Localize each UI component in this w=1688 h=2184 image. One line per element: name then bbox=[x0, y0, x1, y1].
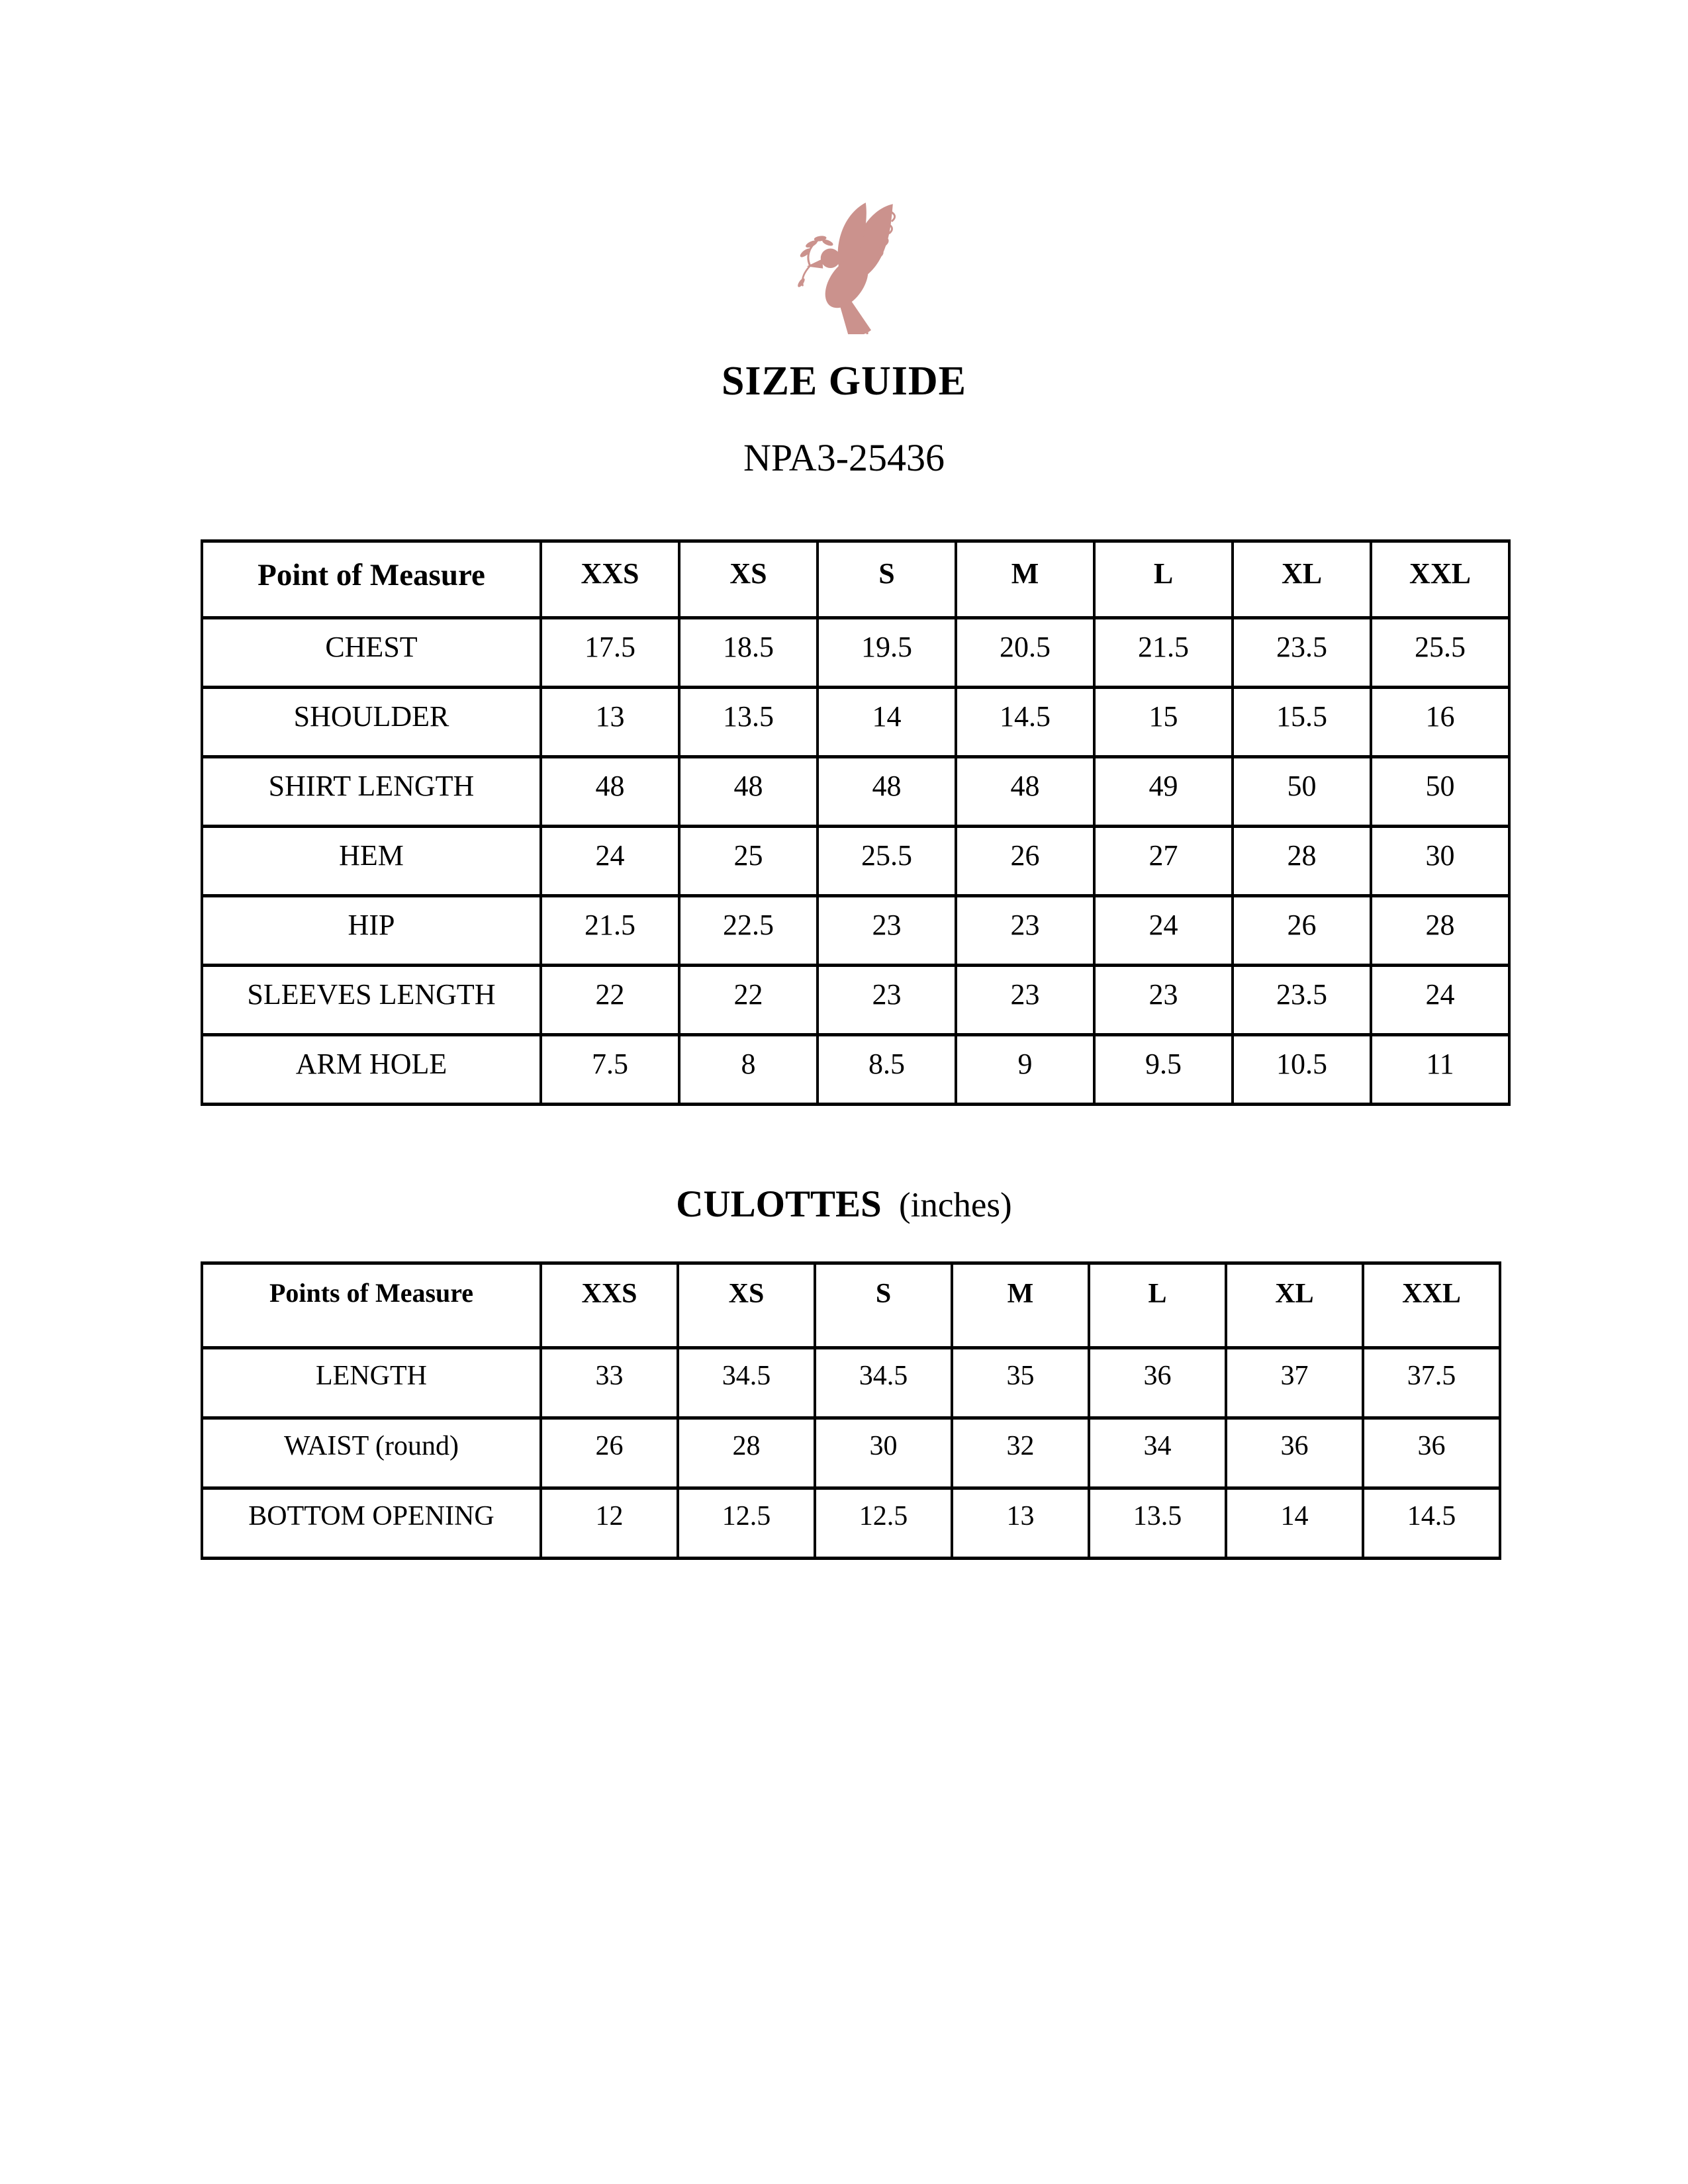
measure-value: 23 bbox=[818, 896, 956, 966]
shirt-size-table-container bbox=[201, 539, 1688, 1106]
table-row bbox=[202, 1488, 1500, 1559]
measurement-table bbox=[201, 1261, 1501, 1560]
size-column-header: XXS bbox=[541, 541, 679, 618]
table-row bbox=[202, 896, 1509, 966]
measure-value: 21.5 bbox=[1094, 618, 1233, 688]
size-column-header: XXS bbox=[541, 1263, 678, 1348]
measure-value: 23 bbox=[956, 966, 1094, 1035]
measure-value: 26 bbox=[1233, 896, 1371, 966]
dove-silhouette bbox=[807, 203, 893, 334]
measure-value: 19.5 bbox=[818, 618, 956, 688]
measure-value: 12.5 bbox=[815, 1488, 952, 1559]
size-column-header: XXL bbox=[1363, 1263, 1500, 1348]
measure-value: 48 bbox=[541, 757, 679, 827]
size-column-header: XS bbox=[678, 1263, 815, 1348]
measure-value: 7.5 bbox=[541, 1035, 679, 1105]
measure-value: 23 bbox=[1094, 966, 1233, 1035]
measure-label: SLEEVES LENGTH bbox=[202, 966, 541, 1035]
measure-value: 14 bbox=[818, 688, 956, 757]
measure-value: 48 bbox=[679, 757, 818, 827]
table-row bbox=[202, 757, 1509, 827]
measure-value: 16 bbox=[1371, 688, 1509, 757]
measure-value: 36 bbox=[1226, 1418, 1363, 1488]
measure-value: 25.5 bbox=[1371, 618, 1509, 688]
header-row bbox=[202, 1263, 1500, 1348]
measure-value: 22.5 bbox=[679, 896, 818, 966]
measure-value: 26 bbox=[541, 1418, 678, 1488]
measure-value: 15.5 bbox=[1233, 688, 1371, 757]
size-column-header: M bbox=[956, 541, 1094, 618]
measure-value: 8.5 bbox=[818, 1035, 956, 1105]
table-row bbox=[202, 1418, 1500, 1488]
measure-value: 25 bbox=[679, 827, 818, 896]
measure-value: 28 bbox=[678, 1418, 815, 1488]
measure-value: 13 bbox=[541, 688, 679, 757]
measure-value: 8 bbox=[679, 1035, 818, 1105]
measure-value: 14 bbox=[1226, 1488, 1363, 1559]
style-code: NPA3-25436 bbox=[743, 436, 945, 479]
measure-value: 28 bbox=[1233, 827, 1371, 896]
measure-value: 13 bbox=[952, 1488, 1089, 1559]
measure-value: 23 bbox=[818, 966, 956, 1035]
table-row bbox=[202, 966, 1509, 1035]
measure-value: 21.5 bbox=[541, 896, 679, 966]
table-row bbox=[202, 618, 1509, 688]
measure-label: ARM HOLE bbox=[202, 1035, 541, 1105]
measure-label: SHOULDER bbox=[202, 688, 541, 757]
measure-value: 30 bbox=[815, 1418, 952, 1488]
table-row bbox=[202, 1348, 1500, 1418]
culottes-heading bbox=[0, 1185, 1688, 1223]
measure-value: 23.5 bbox=[1233, 618, 1371, 688]
measure-value: 24 bbox=[1371, 966, 1509, 1035]
measure-value: 14.5 bbox=[956, 688, 1094, 757]
measure-value: 27 bbox=[1094, 827, 1233, 896]
measure-value: 14.5 bbox=[1363, 1488, 1500, 1559]
measure-value: 23.5 bbox=[1233, 966, 1371, 1035]
measure-label: HIP bbox=[202, 896, 541, 966]
size-column-header: M bbox=[952, 1263, 1089, 1348]
size-column-header: XS bbox=[679, 541, 818, 618]
table-row bbox=[202, 688, 1509, 757]
dove-logo-icon bbox=[788, 199, 900, 334]
measure-value: 28 bbox=[1371, 896, 1509, 966]
measurement-table bbox=[201, 539, 1511, 1106]
points-of-measure-header: Point of Measure bbox=[202, 541, 541, 618]
measure-value: 32 bbox=[952, 1418, 1089, 1488]
measure-value: 50 bbox=[1233, 757, 1371, 827]
measure-label: WAIST (round) bbox=[202, 1418, 541, 1488]
culottes-heading-name: CULOTTES bbox=[676, 1183, 882, 1225]
culottes-heading-unit: (inches) bbox=[899, 1186, 1012, 1224]
measure-value: 34 bbox=[1089, 1418, 1226, 1488]
measure-value: 23 bbox=[956, 896, 1094, 966]
measure-value: 35 bbox=[952, 1348, 1089, 1418]
measure-value: 48 bbox=[818, 757, 956, 827]
measure-value: 24 bbox=[1094, 896, 1233, 966]
measure-value: 34.5 bbox=[678, 1348, 815, 1418]
size-column-header: XL bbox=[1226, 1263, 1363, 1348]
measure-label: SHIRT LENGTH bbox=[202, 757, 541, 827]
header-row bbox=[202, 541, 1509, 618]
measure-value: 10.5 bbox=[1233, 1035, 1371, 1105]
measure-value: 49 bbox=[1094, 757, 1233, 827]
measure-value: 25.5 bbox=[818, 827, 956, 896]
measure-value: 15 bbox=[1094, 688, 1233, 757]
measure-value: 9.5 bbox=[1094, 1035, 1233, 1105]
measure-value: 37 bbox=[1226, 1348, 1363, 1418]
measure-value: 36 bbox=[1363, 1418, 1500, 1488]
measure-value: 18.5 bbox=[679, 618, 818, 688]
measure-label: BOTTOM OPENING bbox=[202, 1488, 541, 1559]
measure-value: 20.5 bbox=[956, 618, 1094, 688]
measure-value: 37.5 bbox=[1363, 1348, 1500, 1418]
page-title: SIZE GUIDE bbox=[721, 359, 967, 404]
measure-value: 22 bbox=[541, 966, 679, 1035]
size-column-header: S bbox=[815, 1263, 952, 1348]
measure-value: 24 bbox=[541, 827, 679, 896]
measure-value: 30 bbox=[1371, 827, 1509, 896]
measure-value: 17.5 bbox=[541, 618, 679, 688]
measure-label: LENGTH bbox=[202, 1348, 541, 1418]
measure-label: CHEST bbox=[202, 618, 541, 688]
points-of-measure-header: Points of Measure bbox=[202, 1263, 541, 1348]
measure-value: 22 bbox=[679, 966, 818, 1035]
measure-value: 13.5 bbox=[1089, 1488, 1226, 1559]
measure-value: 48 bbox=[956, 757, 1094, 827]
measure-value: 50 bbox=[1371, 757, 1509, 827]
measure-value: 36 bbox=[1089, 1348, 1226, 1418]
measure-label: HEM bbox=[202, 827, 541, 896]
size-column-header: L bbox=[1094, 541, 1233, 618]
culottes-size-table-container bbox=[201, 1261, 1688, 1560]
measure-value: 9 bbox=[956, 1035, 1094, 1105]
measure-value: 12 bbox=[541, 1488, 678, 1559]
measure-value: 33 bbox=[541, 1348, 678, 1418]
measure-value: 34.5 bbox=[815, 1348, 952, 1418]
table-row bbox=[202, 827, 1509, 896]
measure-value: 12.5 bbox=[678, 1488, 815, 1559]
table-row bbox=[202, 1035, 1509, 1105]
size-column-header: XXL bbox=[1371, 541, 1509, 618]
measure-value: 13.5 bbox=[679, 688, 818, 757]
size-column-header: S bbox=[818, 541, 956, 618]
size-column-header: XL bbox=[1233, 541, 1371, 618]
size-column-header: L bbox=[1089, 1263, 1226, 1348]
measure-value: 26 bbox=[956, 827, 1094, 896]
measure-value: 11 bbox=[1371, 1035, 1509, 1105]
